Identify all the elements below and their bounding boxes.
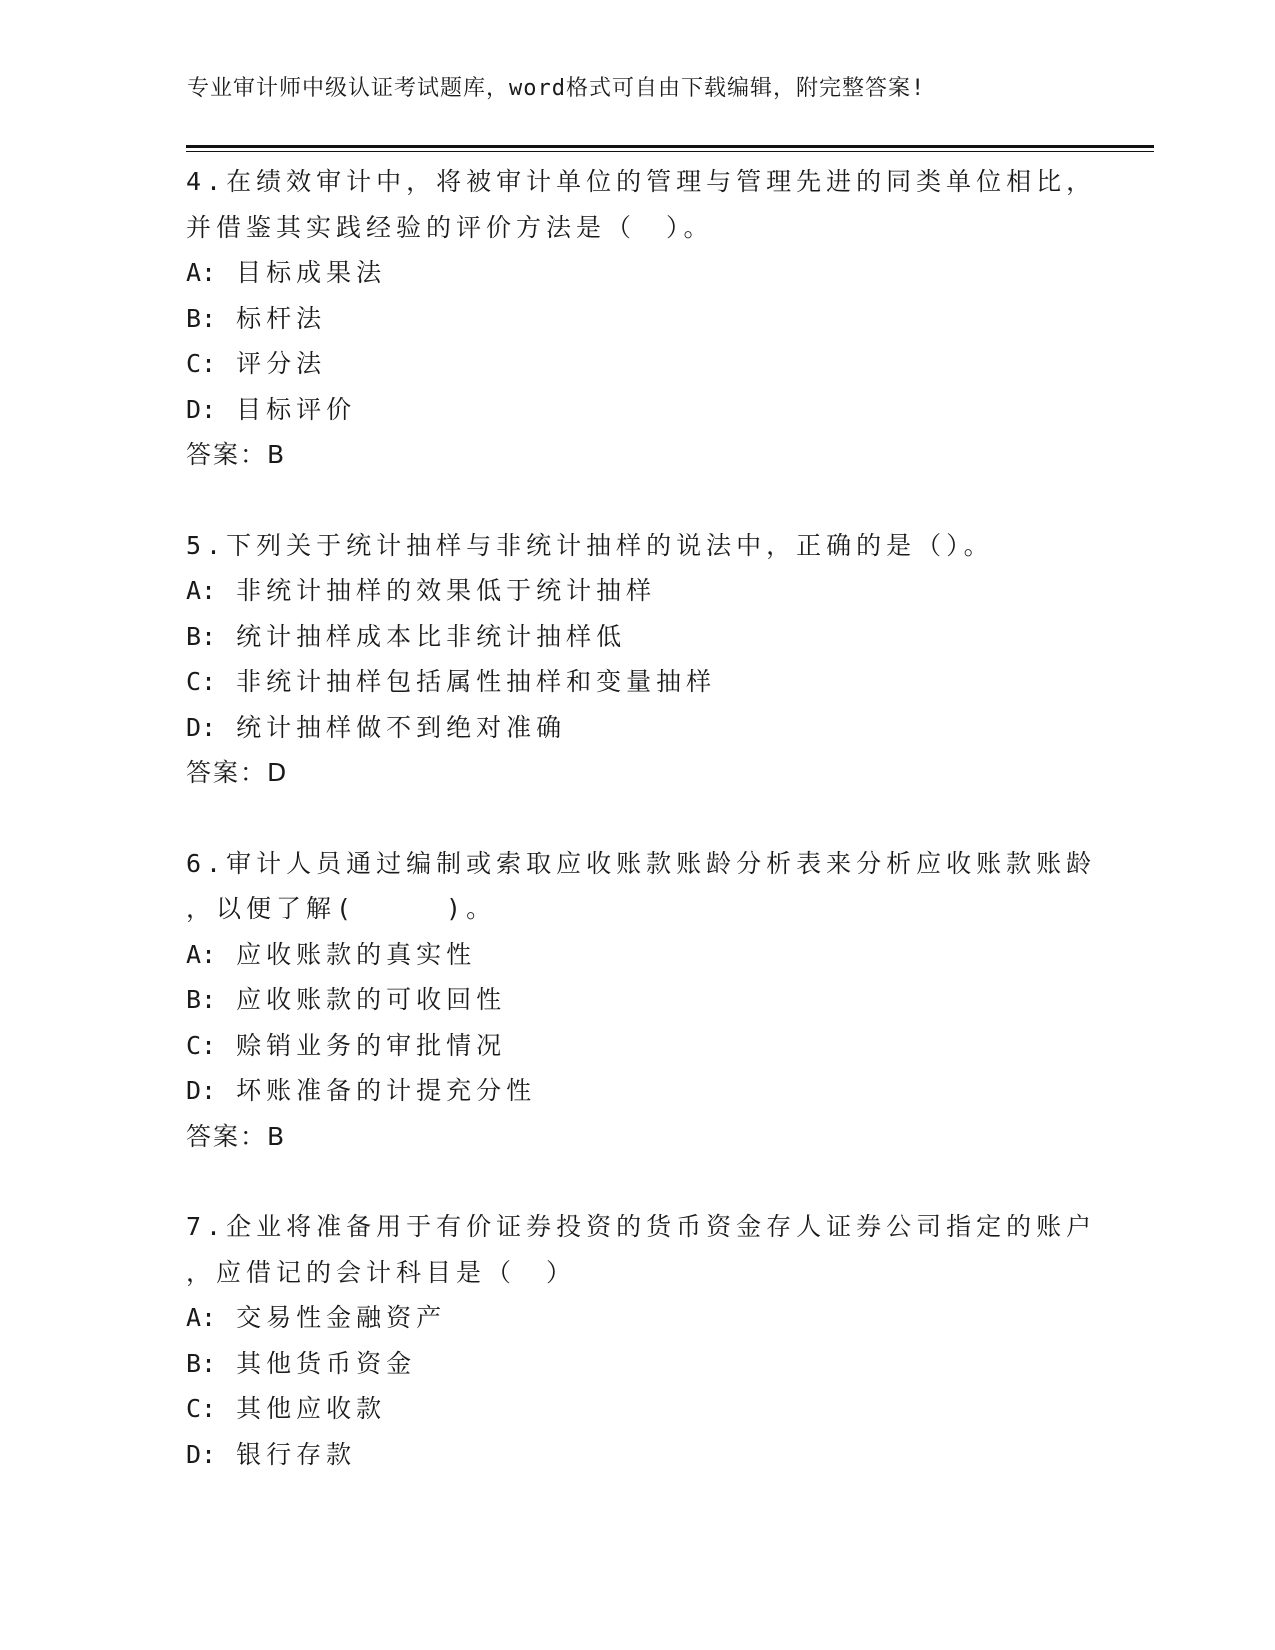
option-b — [186, 977, 1086, 1023]
question-stem: 5.下列关于统计抽样与非统计抽样的说法中，正确的是（）。 — [186, 530, 994, 560]
question-list — [186, 159, 1097, 1477]
question-item — [186, 159, 1097, 478]
option-text: 统计抽样成本比非统计抽样低 — [236, 621, 627, 651]
answer-line: 答案：B — [186, 1121, 287, 1151]
option-letter: D: — [186, 1439, 217, 1469]
option-b — [186, 1341, 1086, 1387]
option-c — [186, 1386, 1086, 1432]
question-spacer — [186, 796, 1086, 841]
option-letter: A: — [186, 1303, 217, 1332]
option-b — [186, 296, 1086, 342]
question-stem: ，应借记的会计科目是（ ） — [186, 1257, 577, 1287]
question-item — [186, 1204, 1097, 1477]
option-letter: C: — [186, 349, 217, 378]
question-stem: ，以便了解( )。 — [186, 894, 497, 923]
option-text: 赊销业务的审批情况 — [236, 1030, 507, 1060]
option-a — [186, 932, 1086, 978]
option-c — [186, 1023, 1086, 1069]
option-letter: C: — [186, 1394, 217, 1423]
question-spacer — [186, 478, 1086, 523]
option-d — [186, 1068, 1086, 1114]
option-text: 应收账款的可收回性 — [236, 985, 507, 1014]
option-letter: A: — [186, 258, 217, 287]
option-letter: C: — [186, 1030, 217, 1060]
option-c — [186, 659, 1086, 705]
option-letter: B: — [186, 985, 217, 1014]
option-letter: B: — [186, 621, 217, 651]
option-a — [186, 250, 1086, 296]
option-d — [186, 387, 1086, 433]
option-letter: D: — [186, 712, 217, 742]
question-spacer — [186, 1159, 1086, 1204]
header-rule-thick — [186, 145, 1154, 148]
option-letter: A: — [186, 576, 217, 605]
option-text: 标杆法 — [236, 303, 327, 333]
option-text: 交易性金融资产 — [236, 1303, 447, 1332]
option-text: 非统计抽样的效果低于统计抽样 — [236, 576, 657, 605]
option-letter: D: — [186, 394, 217, 424]
option-letter: D: — [186, 1076, 217, 1105]
option-text: 其他货币资金 — [236, 1348, 417, 1378]
question-stem: 并借鉴其实践经验的评价方法是（ ）。 — [186, 212, 714, 242]
answer-line: 答案：D — [186, 758, 289, 787]
answer-line: 答案：B — [186, 440, 287, 469]
option-letter: B: — [186, 303, 217, 333]
option-text: 统计抽样做不到绝对准确 — [236, 712, 567, 742]
option-b — [186, 614, 1086, 660]
option-d — [186, 705, 1086, 751]
page-header: 专业审计师中级认证考试题库，word格式可自由下载编辑，附完整答案! — [187, 76, 926, 101]
option-a — [186, 568, 1086, 614]
option-d — [186, 1432, 1086, 1478]
option-c — [186, 341, 1086, 387]
question-item — [186, 841, 1097, 1160]
option-text: 银行存款 — [236, 1439, 357, 1469]
option-text: 评分法 — [236, 349, 327, 378]
option-letter: B: — [186, 1348, 217, 1378]
option-letter: C: — [186, 667, 217, 696]
option-text: 目标评价 — [236, 394, 357, 424]
question-stem: 7.企业将准备用于有价证券投资的货币资金存人证券公司指定的账户 — [186, 1212, 1097, 1241]
header-rule-thin — [186, 151, 1154, 152]
question-stem: 6.审计人员通过编制或索取应收账款账龄分析表来分析应收账款账龄 — [186, 848, 1097, 878]
option-text: 其他应收款 — [236, 1394, 387, 1423]
question-item — [186, 523, 1086, 796]
option-letter: A: — [186, 939, 217, 969]
option-a — [186, 1295, 1086, 1341]
option-text: 坏账准备的计提充分性 — [236, 1076, 537, 1105]
option-text: 应收账款的真实性 — [236, 939, 477, 969]
option-text: 非统计抽样包括属性抽样和变量抽样 — [236, 667, 717, 696]
question-stem: 4.在绩效审计中，将被审计单位的管理与管理先进的同类单位相比， — [186, 167, 1097, 196]
option-text: 目标成果法 — [236, 258, 387, 287]
